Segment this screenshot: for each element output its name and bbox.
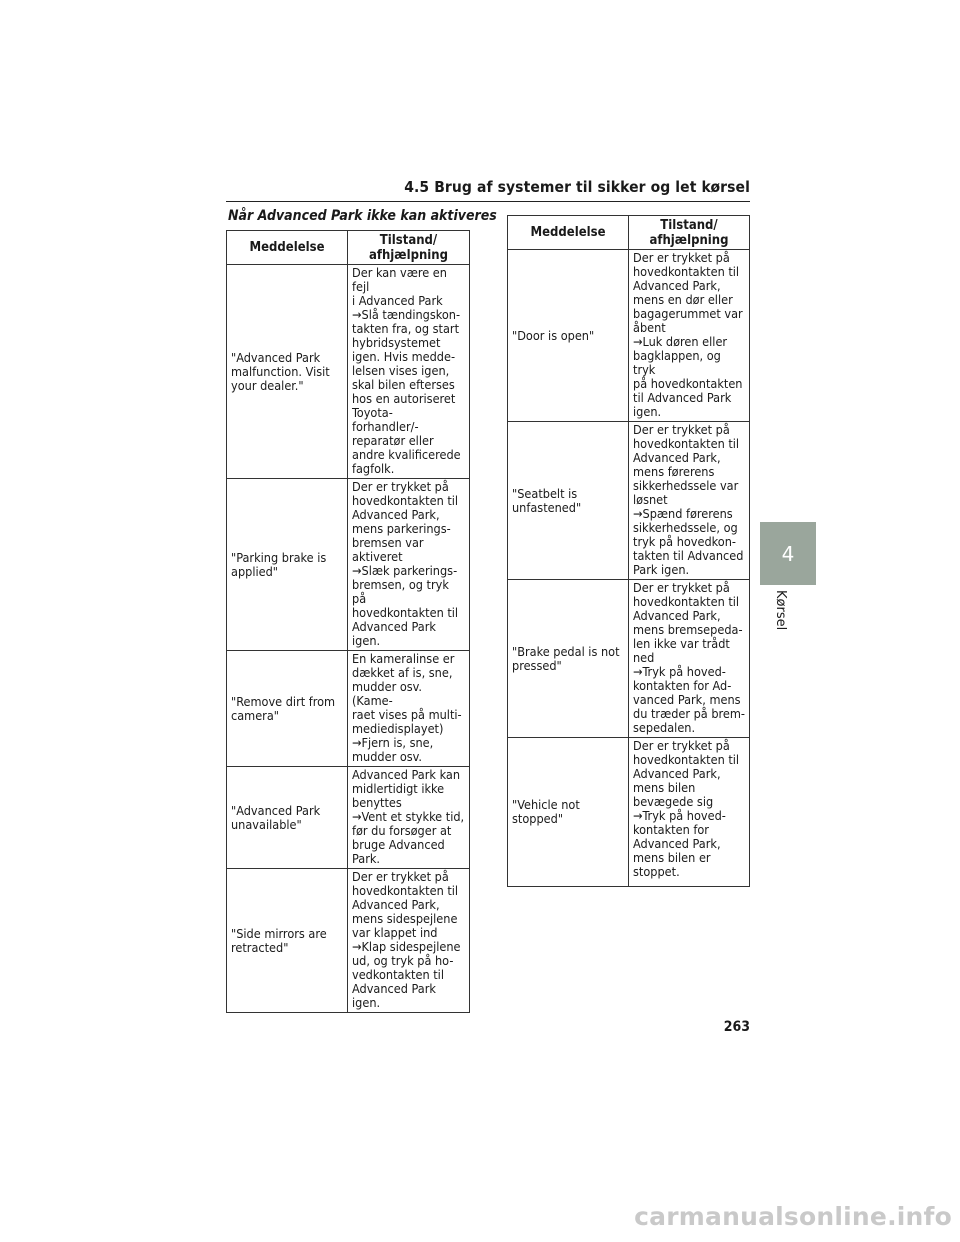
- header-condition: Tilstand/ afhjælpning: [348, 231, 470, 265]
- messages-table-left: [226, 230, 470, 1013]
- condition-cell: Der er trykket på hovedkontakten til Advanced Park, mens en dør eller bagagerummet var åbent →Luk døren eller bagklappen, og tryk på hovedkontakten til Advanced Park igen.: [629, 250, 750, 422]
- section-title: Når Advanced Park ikke kan aktiveres: [228, 208, 497, 224]
- header-message: Meddelelse: [227, 231, 348, 265]
- message-cell: "Remove dirt from camera": [227, 651, 348, 767]
- message-cell: "Advanced Park unavailable": [227, 767, 348, 869]
- table-row: [508, 738, 750, 887]
- header-condition: Tilstand/ afhjælpning: [629, 216, 750, 250]
- header-divider: [226, 201, 750, 202]
- table-row: [508, 422, 750, 580]
- chapter-label: Kørsel: [773, 590, 788, 631]
- header-message: Meddelelse: [508, 216, 629, 250]
- condition-cell: Der er trykket på hovedkontakten til Advanced Park, mens bilen bevægede sig →Tryk på hoved- kontakten for Advanced Park, mens bilen er stoppet.: [629, 738, 750, 887]
- message-cell: "Vehicle not stopped": [508, 738, 629, 887]
- messages-table-right: [507, 215, 750, 887]
- condition-cell: Der er trykket på hovedkontakten til Advanced Park, mens bremsepeda- len ikke var trådt ned →Tryk på hoved- kontakten for Ad- vanced Park, mens du træder på brem- sepedalen.: [629, 580, 750, 738]
- page-number: 263: [723, 1019, 750, 1035]
- condition-cell: En kameralinse er dækket af is, sne, mudder osv. (Kame- raet vises på multi- mediedisplayet) →Fjern is, sne, mudder osv.: [348, 651, 470, 767]
- message-cell: "Seatbelt is unfastened": [508, 422, 629, 580]
- table-header-row: [227, 231, 470, 265]
- message-cell: "Parking brake is applied": [227, 479, 348, 651]
- watermark: carmanualsonline.info: [634, 1202, 952, 1231]
- table-row: [227, 479, 470, 651]
- message-cell: "Side mirrors are retracted": [227, 869, 348, 1013]
- chapter-header: 4.5 Brug af systemer til sikker og let kørsel: [404, 178, 750, 196]
- table-row: [227, 651, 470, 767]
- table-row: [227, 869, 470, 1013]
- chapter-number: 4: [781, 542, 795, 566]
- condition-cell: Der er trykket på hovedkontakten til Advanced Park, mens førerens sikkerhedssele var løsnet →Spænd førerens sikkerhedssele, og tryk på hovedkon- takten til Advanced Park igen.: [629, 422, 750, 580]
- condition-cell: Der kan være en fejl i Advanced Park →Slå tændingskon- takten fra, og start hybridsystemet igen. Hvis medde- lelsen vises igen, skal bilen efterses hos en autoriseret Toyota- forhandler/- reparatør eller andre kvalificerede fagfolk.: [348, 265, 470, 479]
- message-cell: "Advanced Park malfunction. Visit your dealer.": [227, 265, 348, 479]
- table-row: [227, 265, 470, 479]
- condition-cell: Der er trykket på hovedkontakten til Advanced Park, mens sidespejlene var klappet ind →Klap sidespejlene ud, og tryk på ho- vedkontakten til Advanced Park igen.: [348, 869, 470, 1013]
- condition-cell: Der er trykket på hovedkontakten til Advanced Park, mens parkerings- bremsen var aktiveret →Slæk parkerings- bremsen, og tryk på hovedkontakten til Advanced Park igen.: [348, 479, 470, 651]
- condition-cell: Advanced Park kan midlertidigt ikke benyttes →Vent et stykke tid, før du forsøger at bruge Advanced Park.: [348, 767, 470, 869]
- message-cell: "Door is open": [508, 250, 629, 422]
- table-header-row: [508, 216, 750, 250]
- message-cell: "Brake pedal is not pressed": [508, 580, 629, 738]
- table-row: [508, 580, 750, 738]
- chapter-tab: [760, 522, 816, 585]
- table-row: [508, 250, 750, 422]
- table-row: [227, 767, 470, 869]
